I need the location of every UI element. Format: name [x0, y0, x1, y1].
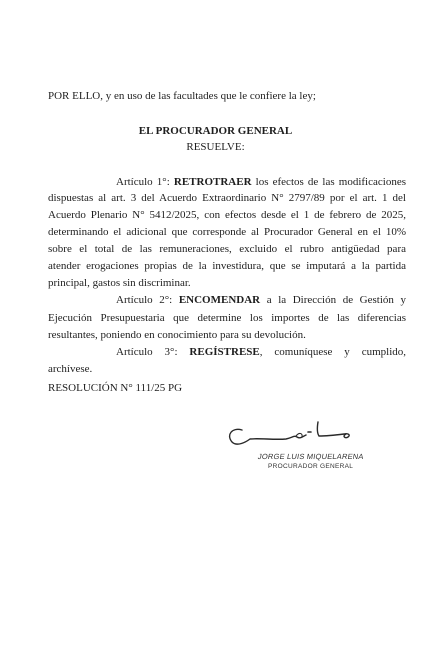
article-1-line: sobre el total de las remuneraciones, excluido el rubro antigüedad para	[48, 243, 406, 255]
intro-text: POR ELLO, y en uso de las facultades que le confiere la ley;	[48, 90, 316, 102]
article-3-label: Artículo 3°:	[116, 346, 178, 358]
article-1-line: determinando el adicional que corresponde al Procurador General en el 10%	[48, 226, 406, 238]
article-3-first-line	[116, 344, 406, 360]
handwritten-signature	[220, 418, 360, 450]
article-1-line: los efectos de las modificaciones	[255, 176, 406, 188]
article-2-label: Artículo 2°:	[116, 294, 173, 306]
article-2-keyword: ENCOMENDAR	[178, 294, 261, 306]
heading-subtitle: RESUELVE:	[186, 141, 245, 153]
article-3-line: , comuníquese y cumplido,	[259, 346, 407, 358]
article-1-keyword: RETROTRAER	[173, 176, 252, 188]
article-1-label: Artículo 1°:	[116, 176, 170, 188]
article-3-line: archívese.	[48, 363, 93, 375]
article-2-first-line	[116, 292, 406, 308]
article-2-line: a la Dirección de Gestión y	[266, 294, 407, 306]
article-1-line: atender erogaciones propias de la investidura, que se imputará a la partida	[48, 260, 406, 272]
article-1-line: dispuestas al art. 3 del Acuerdo Extraordinario N° 2797/89 por el art. 1 del	[48, 192, 406, 204]
heading-title: EL PROCURADOR GENERAL	[138, 125, 293, 137]
signature-name: JORGE LUIS MIQUELARENA	[257, 452, 365, 461]
article-1-line: principal, gastos sin discriminar.	[48, 277, 191, 289]
article-1-line: Acuerdo Plenario N° 5412/2025, con efectos desde el 1 de febrero de 2025,	[48, 209, 406, 221]
resolution-number: RESOLUCIÓN N° 111/25 PG	[48, 382, 183, 394]
article-2-line: resultantes, poniendo en conocimiento para su devolución.	[48, 329, 306, 341]
article-3-keyword: REGÍSTRESE	[189, 346, 260, 358]
signature-role: PROCURADOR GENERAL	[268, 463, 354, 470]
article-1-first-line	[116, 174, 406, 190]
article-2-line: Ejecución Presupuestaria que determine los importes de las diferencias	[48, 312, 406, 324]
